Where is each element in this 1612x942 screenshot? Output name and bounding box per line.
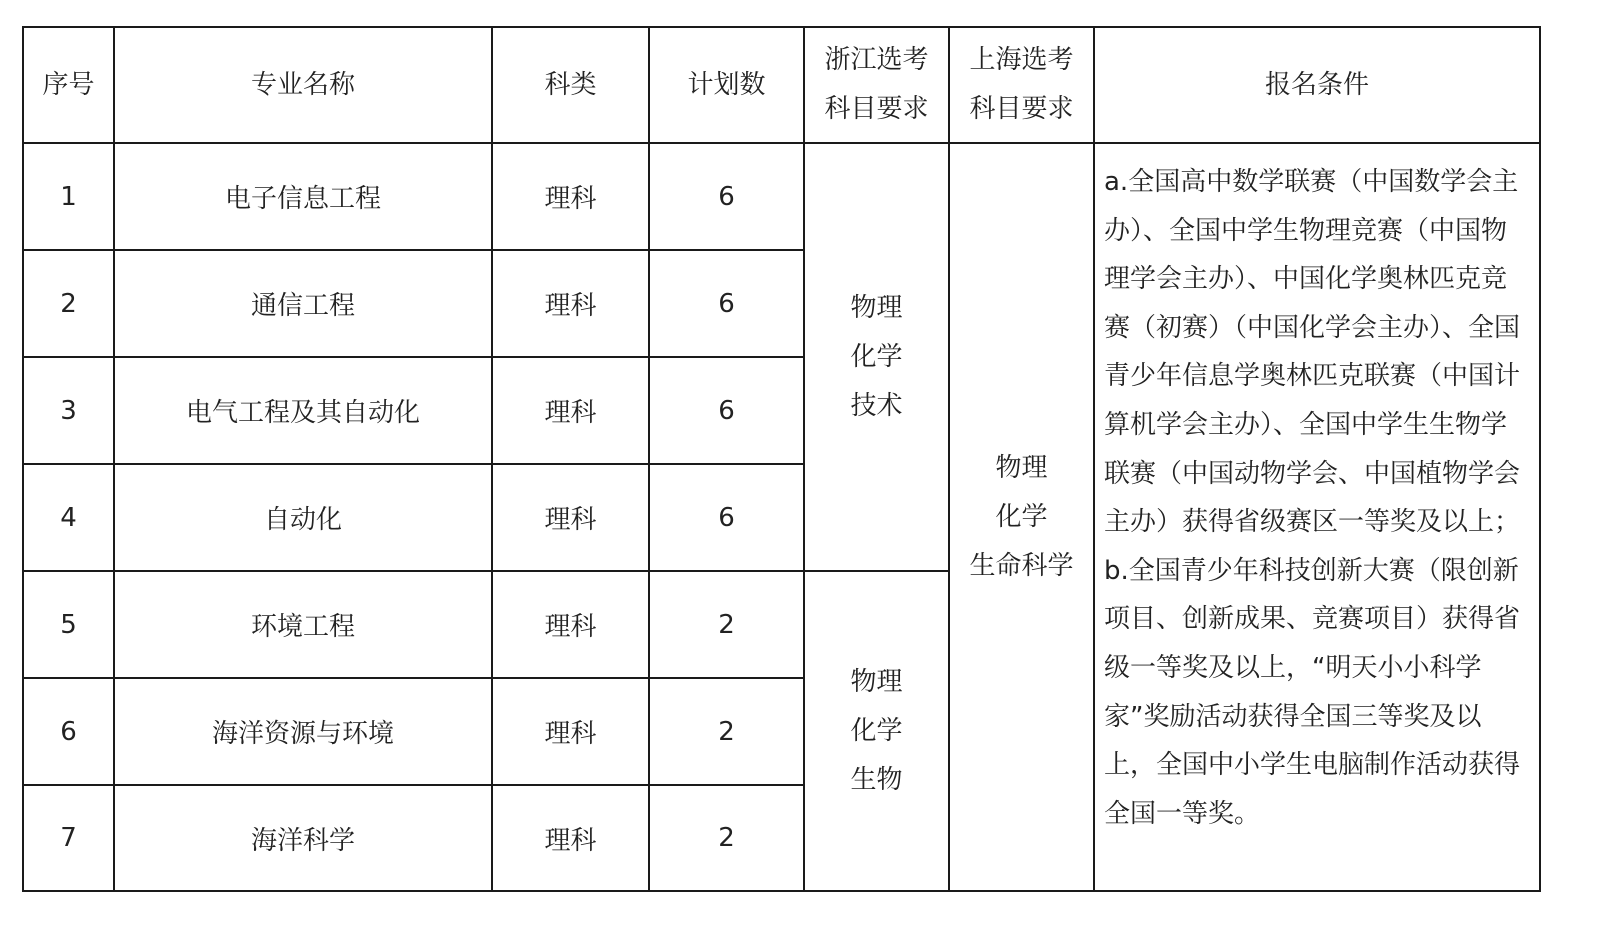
cell-major: 电气工程及其自动化 [114,357,492,464]
zhejiang-group-2-line-2: 化学 [850,715,903,746]
cell-plan: 2 [649,571,804,678]
cell-plan: 2 [649,678,804,785]
condition-a: a.全国高中数学联赛（中国数学会主办）、全国中学生物理竞赛（中国物理学会主办）、中国化学奥林匹克竞赛（初赛）（中国化学会主办）、全国青少年信息学奥林匹克联赛（中国计算机学会主办）、全国中学生生物学联赛（中国动物学会、中国植物学会主办）获得省级赛区一等奖及以上； [1104,167,1521,538]
header-shanghai-line-2: 科目要求 [969,94,1074,124]
shanghai-line-1: 物理 [995,452,1048,483]
header-category: 科类 [492,27,649,143]
cell-index: 1 [23,143,114,250]
cell-category: 理科 [492,250,649,357]
cell-index: 7 [23,785,114,891]
header-plan: 计划数 [649,27,804,143]
header-row [23,27,1540,143]
cell-index: 4 [23,464,114,571]
header-major: 专业名称 [114,27,492,143]
cell-major: 自动化 [114,464,492,571]
header-shanghai-requirement [949,27,1094,143]
zhejiang-requirement-group-2 [804,571,949,891]
zhejiang-group-2-line-3: 生物 [850,764,903,795]
cell-major: 海洋资源与环境 [114,678,492,785]
cell-category: 理科 [492,571,649,678]
cell-category: 理科 [492,464,649,571]
cell-index: 6 [23,678,114,785]
cell-major: 环境工程 [114,571,492,678]
header-shanghai-line-1: 上海选考 [969,45,1074,75]
zhejiang-requirement-group-1 [804,143,949,571]
cell-index: 2 [23,250,114,357]
cell-index: 5 [23,571,114,678]
cell-plan: 6 [649,464,804,571]
header-index: 序号 [23,27,114,143]
cell-plan: 6 [649,357,804,464]
cell-category: 理科 [492,785,649,891]
conditions-cell [1094,143,1540,891]
cell-major: 通信工程 [114,250,492,357]
cell-index: 3 [23,357,114,464]
shanghai-line-3: 生命科学 [969,550,1074,581]
zhejiang-group-1-line-3: 技术 [850,390,903,421]
zhejiang-group-2-line-1: 物理 [850,666,903,697]
table-row [23,143,1540,250]
cell-plan: 6 [649,143,804,250]
header-zhejiang-requirement [804,27,949,143]
header-zhejiang-line-2: 科目要求 [824,94,929,124]
cell-category: 理科 [492,143,649,250]
zhejiang-group-1-line-1: 物理 [850,292,903,323]
cell-plan: 2 [649,785,804,891]
condition-b: b.全国青少年科技创新大赛（限创新项目、创新成果、竞赛项目）获得省级一等奖及以上，“明天小小科学家”奖励活动获得全国三等奖及以上，全国中小学生电脑制作活动获得全国一等奖。 [1104,555,1521,829]
cell-category: 理科 [492,678,649,785]
shanghai-line-2: 化学 [995,501,1048,532]
header-zhejiang-line-1: 浙江选考 [824,45,929,75]
zhejiang-group-1-line-2: 化学 [850,341,903,372]
cell-category: 理科 [492,357,649,464]
cell-major: 电子信息工程 [114,143,492,250]
shanghai-requirement [949,143,1094,891]
cell-plan: 6 [649,250,804,357]
admission-table [22,26,1541,892]
header-conditions: 报名条件 [1094,27,1540,143]
cell-major: 海洋科学 [114,785,492,891]
